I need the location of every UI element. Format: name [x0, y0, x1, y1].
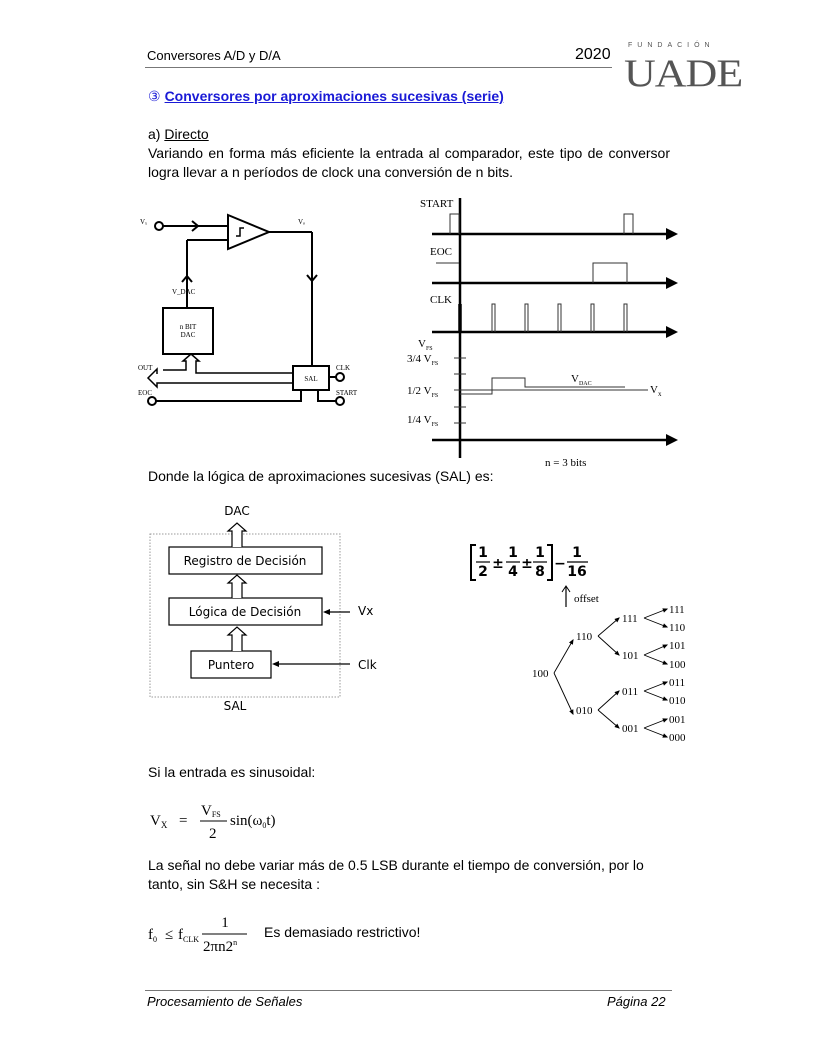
- logo-subtitle: FUNDACIÓN: [628, 42, 715, 49]
- header-year: 2020: [575, 46, 611, 63]
- vx-label: Vₓ: [140, 218, 148, 226]
- sal-intro-text: Donde la lógica de aproximaciones sucesivas (SAL) es:: [148, 468, 494, 484]
- eoc-signal-label: EOC: [430, 246, 452, 258]
- subsection-heading: [148, 125, 209, 144]
- svg-text:1: 1: [535, 545, 545, 561]
- arrowhead: [663, 624, 667, 627]
- tree-node-l1: 010: [576, 705, 593, 717]
- intro-paragraph: Variando en forma más eficiente la entrada al comparador, este tipo de conversor logra llevar a n períodos de clock una conversión de n bits.: [148, 145, 670, 180]
- svg-text:1: 1: [572, 545, 582, 561]
- tree-branch: [598, 710, 619, 728]
- section-number: ③: [148, 88, 161, 104]
- svg-text:VFS: VFS: [201, 803, 221, 819]
- out-label: OUT: [138, 364, 153, 372]
- three-quarter-vfs-label: 3/4 $V_{FS}$: [407, 353, 439, 367]
- footer-course: Procesamiento de Señales: [147, 994, 303, 1009]
- equation-f0: [145, 905, 255, 955]
- section-heading[interactable]: [148, 88, 504, 105]
- clk-terminal: [336, 373, 344, 381]
- half-vfs-label: 1/2 $V_{FS}$: [407, 385, 439, 399]
- start-signal-label: START: [420, 198, 454, 210]
- quarter-vfs-label: 1/4 $V_{FS}$: [407, 414, 439, 428]
- vdac-label: V_DAC: [172, 288, 196, 296]
- subsection-prefix: a): [148, 126, 165, 142]
- arrowhead: [663, 697, 667, 700]
- arrow-up-icon: [228, 627, 246, 651]
- svg-text:f0: $f_0$: [148, 927, 157, 944]
- logica-label: Lógica de Decisión: [188, 605, 302, 619]
- arrowhead: [663, 734, 667, 737]
- tree-node-l3: 000: [669, 732, 686, 744]
- svg-text:≤: ≤: [165, 927, 174, 943]
- registro-label: Registro de Decisión: [183, 554, 307, 568]
- binary-search-tree: [460, 535, 700, 745]
- svg-text:−: −: [554, 556, 566, 572]
- subsection-title: Directo: [164, 126, 209, 142]
- svg-text:2πn2n: 2πn2$^n$: [203, 938, 238, 955]
- svg-text:4: 4: [508, 564, 518, 580]
- offset-label: offset: [574, 593, 599, 605]
- svg-text:sin(ω0t): $\sin(\omega_0t)$: [230, 813, 276, 830]
- sa-converter-circuit: [130, 190, 370, 420]
- sal-caption: SAL: [223, 699, 247, 713]
- svg-text:1: 1: [508, 545, 518, 561]
- arrowhead: [663, 719, 667, 722]
- clk-input-label: Clk: [358, 658, 377, 672]
- arrowhead: [663, 645, 667, 648]
- tree-node-l2: 101: [622, 650, 639, 662]
- uade-logo: UADE: [624, 50, 743, 95]
- footer-page-number: Página 22: [607, 994, 666, 1009]
- n-bits-caption: n = 3 bits: [545, 457, 587, 469]
- vo-label: Vₒ: [298, 218, 306, 226]
- start-label: START: [336, 389, 358, 397]
- tree-branch: [554, 640, 573, 673]
- arrowhead: [570, 640, 573, 644]
- svg-text:±: ±: [492, 556, 504, 572]
- arrow-up-icon: [228, 575, 246, 598]
- tree-branch: [598, 618, 619, 636]
- svg-text:1: 1: [221, 915, 229, 931]
- tree-node-l3: 010: [669, 695, 686, 707]
- tree-node-l2: 011: [622, 686, 639, 698]
- svg-text:VX: $V_X$: [150, 813, 168, 830]
- tree-node-l3: 100: [669, 659, 686, 671]
- tree-node-root: 100: [532, 668, 549, 680]
- svg-text:8: 8: [535, 564, 545, 580]
- timing-diagram: [400, 190, 690, 475]
- arrow-up-icon: [228, 523, 246, 547]
- arrowhead: [663, 682, 667, 685]
- eoc-terminal: [148, 397, 156, 405]
- tree-node-l3: 101: [669, 640, 686, 652]
- vx-signal-label: $V_x$: [650, 384, 662, 398]
- arrowhead: [570, 710, 573, 714]
- tree-branch: [598, 691, 619, 710]
- sal-block-diagram: [140, 495, 400, 720]
- tree-branch: [598, 636, 619, 655]
- tree-node-l3: 110: [669, 622, 686, 634]
- svg-text:±: ±: [521, 556, 533, 572]
- svg-text:1: 1: [478, 545, 488, 561]
- tree-node-l3: 011: [669, 677, 686, 689]
- comparator-symbol: [228, 215, 269, 249]
- arrowhead: [663, 609, 667, 612]
- svg-text:2: 2: [478, 564, 488, 580]
- sal-label: SAL: [304, 375, 318, 383]
- svg-text:2: 2: [209, 826, 217, 842]
- sinusoidal-intro: Si la entrada es sinusoidal:: [148, 764, 316, 780]
- puntero-label: Puntero: [207, 658, 255, 672]
- restrictive-note: Es demasiado restrictivo!: [264, 924, 421, 940]
- header-divider: [145, 67, 612, 68]
- clk-label: CLK: [336, 364, 350, 372]
- dac-label-2: DAC: [180, 331, 196, 339]
- footer-divider: [145, 990, 672, 991]
- vx-terminal: [155, 222, 163, 230]
- tree-node-l3: 001: [669, 714, 686, 726]
- svg-text:16: 16: [567, 564, 587, 580]
- dac-label-1: n BIT: [179, 323, 197, 331]
- sampling-paragraph: La señal no debe variar más de 0.5 LSB durante el tiempo de conversión, por lo tanto, sin S&H se necesita :: [148, 857, 644, 892]
- vfs-label: $V_{FS}$: [418, 338, 433, 352]
- vdac-staircase: [460, 378, 625, 394]
- eoc-label: EOC: [138, 389, 152, 397]
- section-title-link[interactable]: Conversores por aproximaciones sucesivas (serie): [164, 88, 504, 104]
- equation-vx: [145, 795, 305, 845]
- svg-text:=: =: [179, 813, 188, 829]
- vdac-signal-label: $V_{DAC}$: [571, 373, 592, 387]
- tree-node-l3: 111: [669, 604, 685, 616]
- dac-output-label: DAC: [224, 504, 250, 518]
- start-terminal: [336, 397, 344, 405]
- tree-node-l2: 111: [622, 613, 638, 625]
- header-title: Conversores A/D y D/A: [147, 48, 281, 63]
- tree-node-l2: 001: [622, 723, 639, 735]
- tree-node-l1: 110: [576, 631, 593, 643]
- arrowhead: [663, 661, 667, 664]
- tree-branch: [554, 673, 573, 714]
- clk-signal-label: CLK: [430, 294, 452, 306]
- svg-text:fCLK: $f_{CLK}$: [178, 927, 199, 944]
- vx-input-label: Vx: [358, 604, 374, 618]
